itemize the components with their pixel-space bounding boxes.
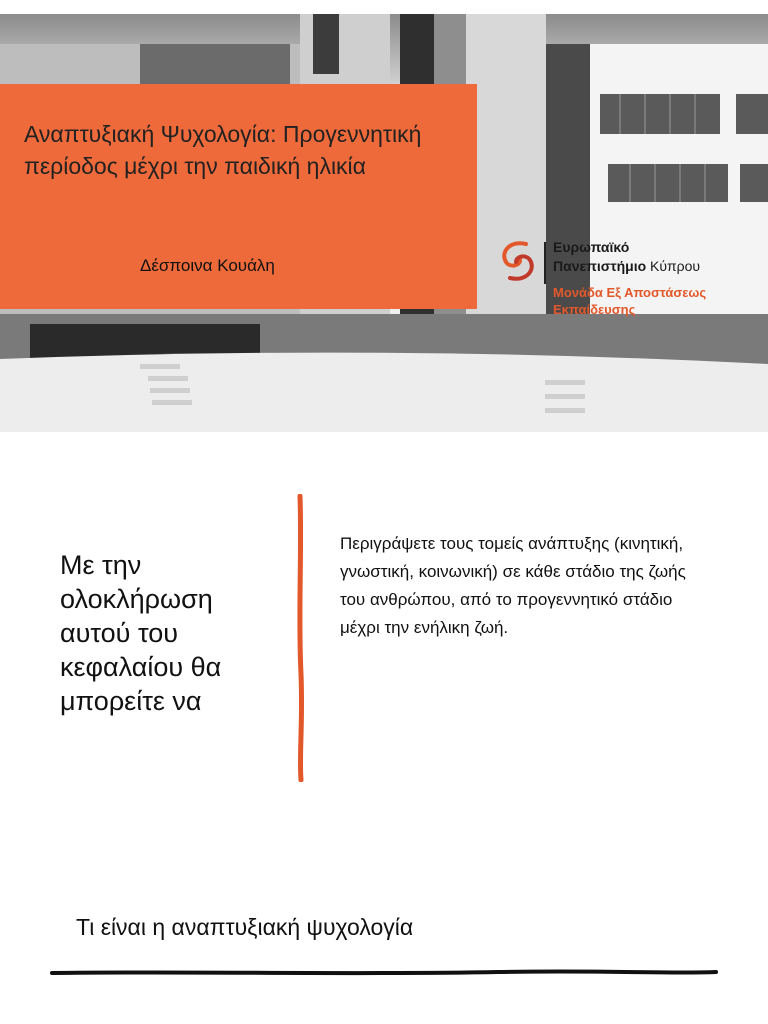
unit-line2: Εκπαίδευσης bbox=[553, 302, 636, 317]
horizontal-brush-divider bbox=[48, 962, 720, 984]
objective-description: Περιγράψετε τους τομείς ανάπτυξης (κινητική, γνωστική, κοινωνική) σε κάθε στάδιο της ζωής του ανθρώπου, από το προγεννητικό στάδιο μέχρι την ενήλικη ζωή. bbox=[340, 534, 686, 637]
section-title: Τι είναι η αναπτυξιακή ψυχολογία bbox=[76, 914, 414, 940]
logo-divider bbox=[544, 242, 546, 284]
university-logo-icon bbox=[496, 236, 540, 286]
logo-name-line2 bbox=[553, 258, 700, 274]
unit-line1: Μονάδα Εξ Αποστάσεως bbox=[553, 285, 707, 300]
logo-name-light: Κύπρου bbox=[646, 258, 701, 274]
distance-learning-unit bbox=[553, 284, 753, 318]
author-name: Δέσποινα Κουάλη bbox=[140, 256, 275, 275]
objectives-heading: Με την ολοκλήρωση αυτού του κεφαλαίου θα μπορείτε να bbox=[60, 550, 222, 716]
presentation-title: Αναπτυξιακή Ψυχολογία: Προγεννητική περίοδος μέχρι την παιδική ηλικία bbox=[24, 121, 422, 179]
logo-name-line1: Ευρωπαϊκό bbox=[553, 239, 630, 255]
logo-name-bold: Πανεπιστήμιο bbox=[553, 258, 647, 274]
vertical-brush-divider bbox=[290, 494, 312, 782]
cover-slide bbox=[0, 14, 768, 432]
